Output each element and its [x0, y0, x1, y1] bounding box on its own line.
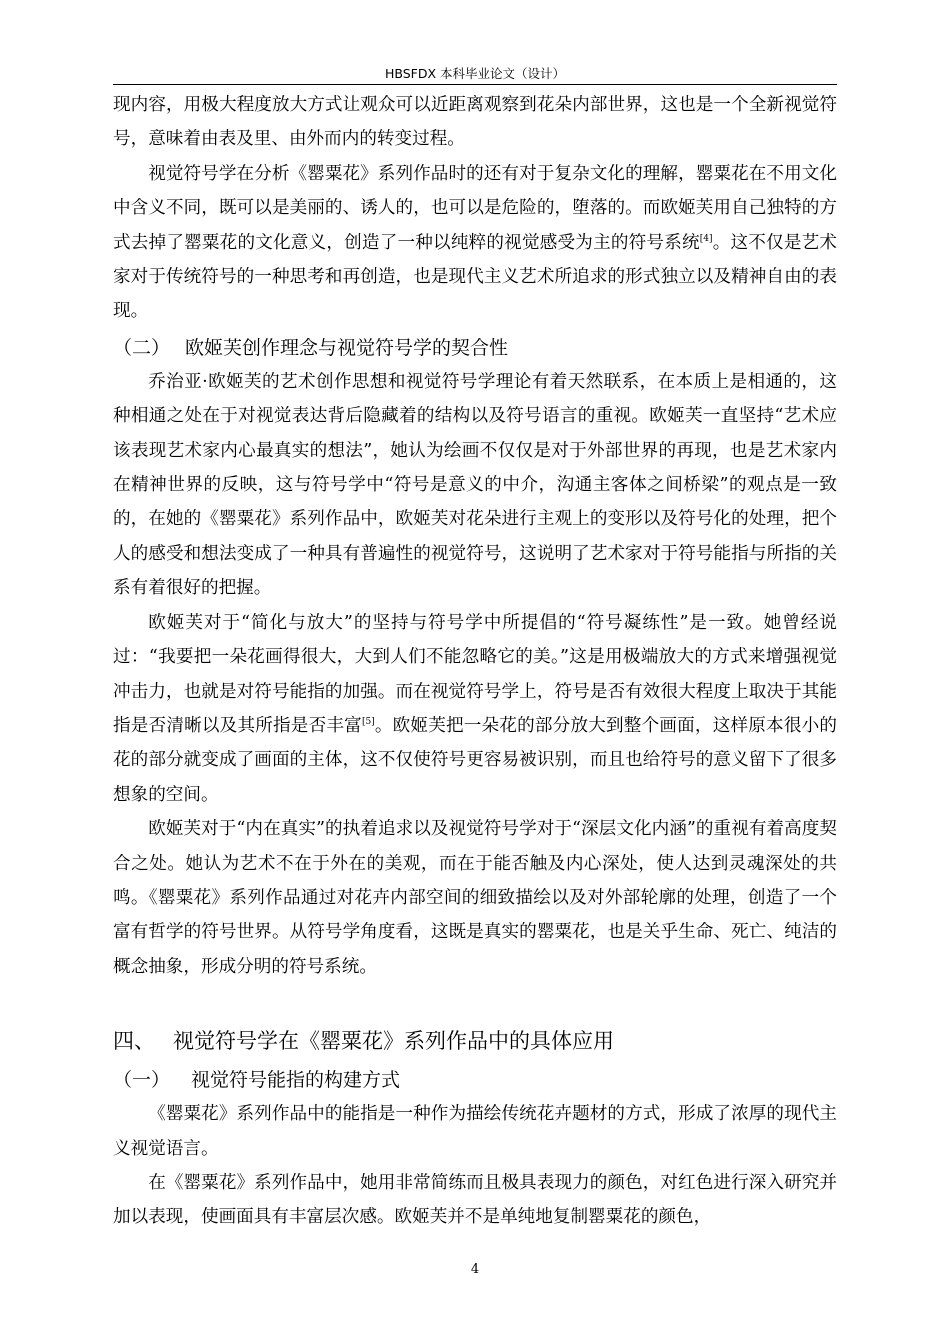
section-heading-1	[113, 1063, 837, 1097]
paragraph-4	[113, 606, 837, 812]
page-number: 4	[470, 1262, 480, 1277]
section-title: 视觉符号能指的构建方式	[191, 1069, 401, 1092]
citation-4: [4]	[699, 233, 713, 244]
paragraph-4-text-end: 。欧姬芙把一朵花的部分放大到整个画面，这样原本很小的花的部分就变成了画面的主体，这不仅使符号更容易被识别，而且也给符号的意义留下了很多想象的空间。	[113, 715, 837, 805]
section-heading-2	[113, 331, 837, 365]
running-header: HBSFDX 本科毕业论文（设计）	[384, 66, 566, 81]
paragraph-3: 乔治亚·欧姬芙的艺术创作思想和视觉符号学理论有着天然联系，在本质上是相通的，这种相通之处在于对视觉表达背后隐藏着的结构以及符号语言的重视。欧姬芙一直坚持“艺术应该表现艺术家内心最真实的想法”，她认为绘画不仅仅是对于外部世界的再现，也是艺术家内在精神世界的反映，这与符号学中“符号是意义的中介，沟通主客体之间桥梁”的观点是一致的，在她的《罂粟花》系列作品中，欧姬芙对花朵进行主观上的变形以及符号化的处理，把个人的感受和想法变成了一种具有普遍性的视觉符号，这说明了艺术家对于符号能指与所指的关系有着很好的把握。	[113, 371, 837, 599]
section-title: 欧姬芙创作理念与视觉符号学的契合性	[185, 336, 509, 359]
paragraph-7: 在《罂粟花》系列作品中，她用非常简练而且极具表现力的颜色，对红色进行深入研究并加以表现，使画面具有丰富层次感。欧姬芙并不是单纯地复制罂粟花的颜色，	[113, 1172, 837, 1228]
paragraph-1: 现内容，用极大程度放大方式让观众可以近距离观察到花朵内部世界，这也是一个全新视觉符号，意味着由表及里、由外而内的转变过程。	[113, 95, 837, 150]
paragraph-4-text: 欧姬芙对于“简化与放大”的坚持与符号学中所提倡的“符号凝练性”是一致。她曾经说过：“我要把一朵花画得很大，大到人们不能忽略它的美。”这是用极端放大的方式来增强视觉冲击力，也就是对符号能指的加强。而在视觉符号学上，符号是否有效很大程度上取决于其能指是否清晰以及其所指是否丰富	[113, 612, 837, 736]
paragraph-2	[113, 157, 837, 329]
paragraph-6: 《罂粟花》系列作品中的能指是一种作为描绘传统花卉题材的方式，形成了浓厚的现代主义视觉语言。	[113, 1104, 837, 1159]
chapter-heading-4	[113, 1021, 837, 1061]
paragraph-2-text: 视觉符号学在分析《罂粟花》系列作品时的还有对于复杂文化的理解，罂粟花在不用文化中含义不同，既可以是美丽的、诱人的，也可以是危险的，堕落的。而欧姬芙用自己独特的方式去掉了罂粟花的文化意义，创造了一种以纯粹的视觉感受为主的符号系统	[113, 163, 837, 253]
citation-5: [5]	[361, 716, 375, 727]
paragraph-5: 欧姬芙对于“内在真实”的执着追求以及视觉符号学对于“深层文化内涵”的重视有着高度契合之处。她认为艺术不在于外在的美观，而在于能否触及内心深处，使人达到灵魂深处的共鸣。《罂粟花》系列作品通过对花卉内部空间的细致描绘以及对外部轮廓的处理，创造了一个富有哲学的符号世界。从符号学角度看，这既是真实的罂粟花，也是关乎生命、死亡、纯洁的概念抽象，形成分明的符号系统。	[113, 819, 837, 977]
section-number: （一）	[113, 1069, 171, 1092]
chapter-number: 四、	[113, 1029, 155, 1054]
header-rule	[113, 84, 837, 85]
chapter-title: 视觉符号学在《罂粟花》系列作品中的具体应用	[173, 1029, 614, 1054]
body-text	[113, 88, 837, 1235]
paragraph-2-text-end: 。这不仅是艺术家对于传统符号的一种思考和再创造，也是现代主义艺术所追求的形式独立以及精神自由的表现。	[113, 232, 837, 322]
section-number: （二）	[113, 336, 171, 359]
